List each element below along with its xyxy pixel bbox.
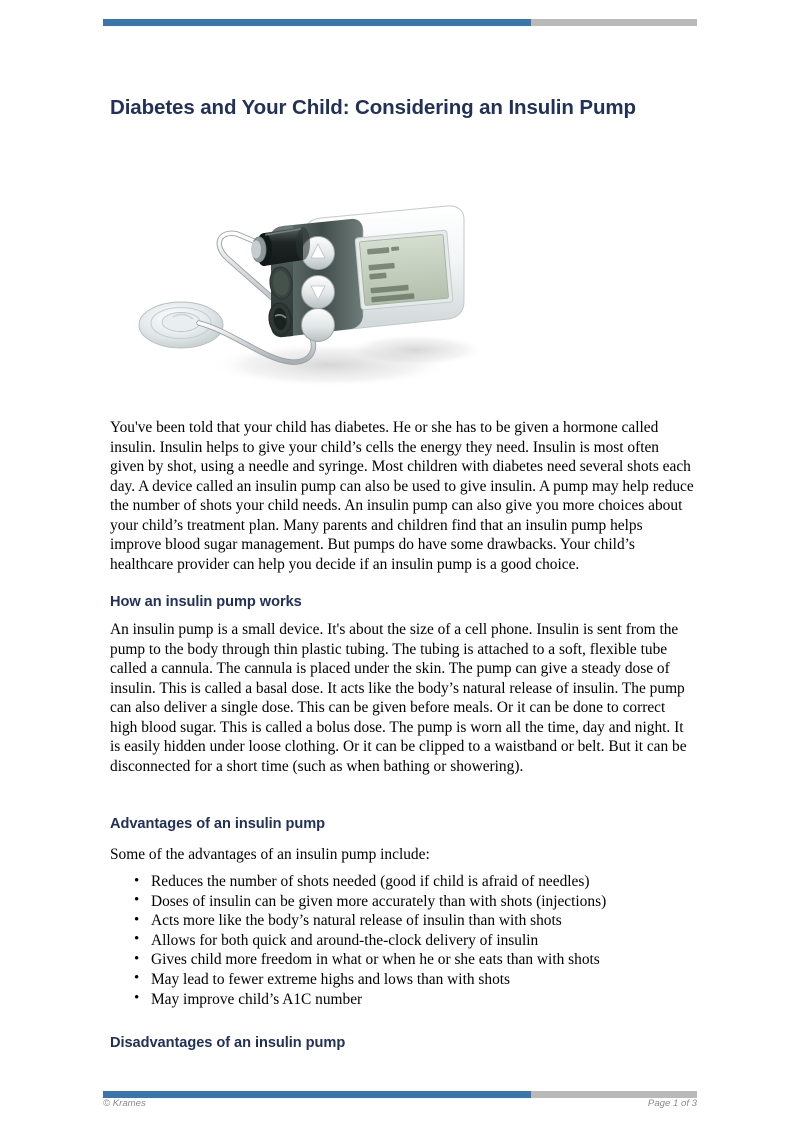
list-item: • Allows for both quick and around-the-clock delivery of insulin [151,931,736,951]
pump-select-button [302,309,335,342]
page-number: Page 1 of 3 [647,1098,697,1109]
section-paragraph-how-it-works: An insulin pump is a small device. It's about the size of a cell phone. Insulin is sent from the pump to the body through thin plastic tubing. The tubing is attached to a soft, flexible tube called a cannula. The cannula is placed under the skin. The pump can give a steady dose of insulin. This is called a basal dose. It acts like the body’s natural release of insulin. The pump can also deliver a single dose. This can be given before meals. Or it can be done to correct high blood sugar. This is called a bolus dose. The pump is worn all the time, day and night. It is easily hidden under loose clothing. Or it can be clipped to a waistband or belt. But it can be disconnected for a short time (such as when bathing or showering). [110,621,687,775]
list-item: • Reduces the number of shots needed (good if child is afraid of needles) [151,872,736,892]
list-item: • Gives child more freedom in what or when he or she eats than with shots [151,950,736,970]
advantages-intro: Some of the advantages of an insulin pump include: [110,846,430,863]
pump-down-button [302,276,335,309]
copyright-notice: © Krames [103,1098,146,1109]
section-heading-how-it-works: How an insulin pump works [110,594,302,610]
list-item: • May lead to fewer extreme highs and lows than with shots [151,970,736,990]
pump-lcd-display [355,230,453,310]
insulin-pump-illustration [115,182,505,400]
header-progress-fill [103,19,531,26]
page-footer [103,1098,697,1114]
advantages-list [110,872,736,1009]
intro-paragraph: You've been told that your child has diabetes. He or she has to be given a hormone called insulin. Insulin helps to give your child’s cells the energy they need. Insulin is most often given by shot, using a needle and syringe. Most children with diabetes need several shots each day. A device called an insulin pump can also be used to give insulin. A pump may help reduce the number of shots your child needs. An insulin pump can also give you more choices about your child’s treatment plan. Many parents and children find that an insulin pump helps improve blood sugar management. But pumps do have some drawbacks. Your child’s healthcare provider can help you decide if an insulin pump is a good choice. [110,419,694,573]
header-progress-rule [103,19,697,26]
pump-body [251,206,464,342]
list-item: • May improve child’s A1C number [151,990,736,1010]
insulin-pump-figure [115,182,505,400]
footer-progress-rule [103,1091,697,1098]
pump-reservoir-cap [251,227,310,266]
footer-progress-fill [103,1091,531,1098]
list-item: • Acts more like the body’s natural release of insulin than with shots [151,911,736,931]
section-heading-disadvantages: Disadvantages of an insulin pump [110,1035,346,1051]
list-item: • Doses of insulin can be given more accurately than with shots (injections) [151,892,736,912]
page-title: Diabetes and Your Child: Considering an Insulin Pump [110,96,636,119]
section-heading-advantages: Advantages of an insulin pump [110,816,326,832]
